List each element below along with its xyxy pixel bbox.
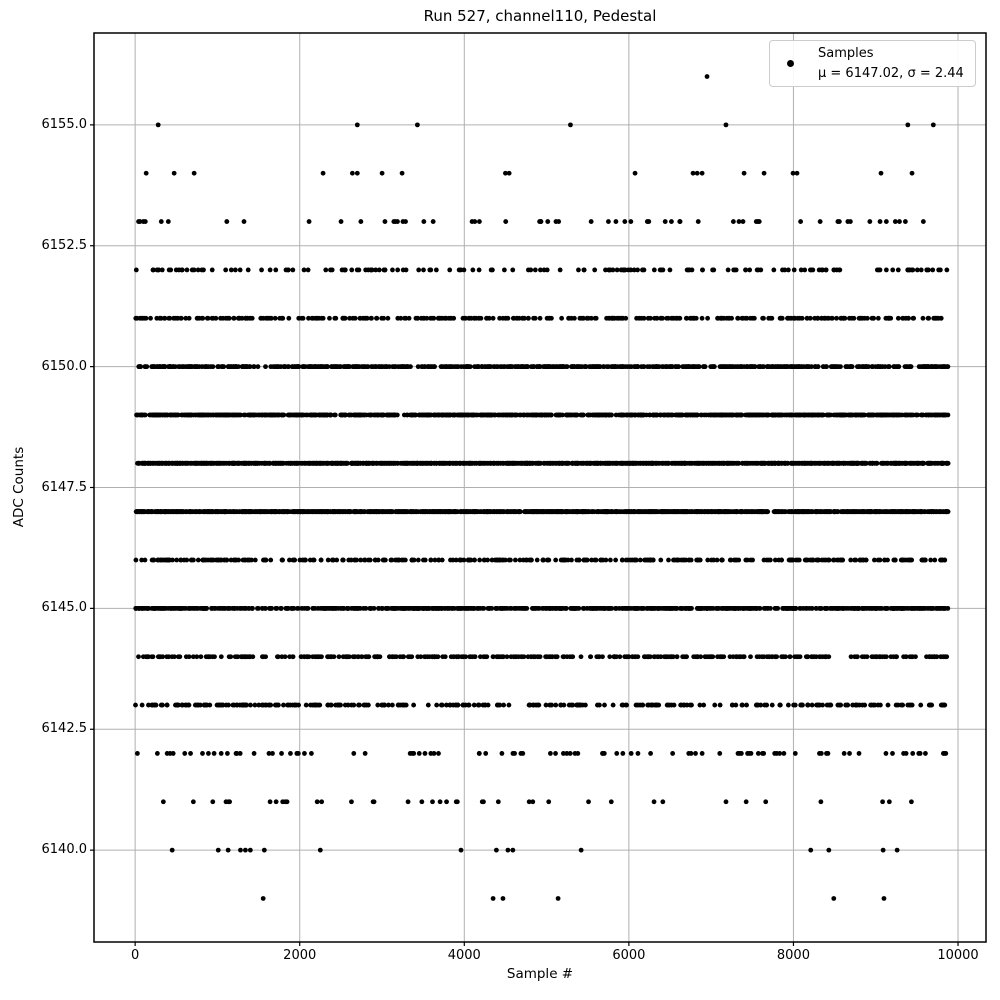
x-tick-label: 0	[131, 948, 140, 963]
y-axis-label: ADC Counts	[11, 446, 27, 528]
x-tick-label: 6000	[612, 948, 646, 963]
legend-stats: μ = 6147.02, σ = 2.44	[818, 65, 964, 81]
y-tick-label: 6152.5	[41, 237, 87, 253]
x-tick-label: 10000	[937, 948, 979, 963]
x-tick-label: 2000	[283, 948, 317, 963]
y-tick-label: 6142.5	[41, 721, 87, 737]
legend	[769, 40, 976, 87]
y-tick-label: 6145.0	[41, 600, 87, 616]
y-tick-label: 6147.5	[41, 479, 87, 495]
x-axis-label: Sample #	[506, 966, 574, 982]
legend-text	[818, 44, 964, 83]
x-tick-label: 4000	[447, 948, 481, 963]
y-tick-label: 6155.0	[41, 116, 87, 132]
y-tick-label: 6140.0	[41, 842, 87, 858]
legend-marker-dot-icon	[787, 60, 794, 67]
x-tick-label: 8000	[776, 948, 810, 963]
legend-label: Samples	[818, 46, 874, 61]
legend-marker-column	[782, 60, 798, 67]
y-tick-label: 6150.0	[41, 358, 87, 374]
plot-title: Run 527, channel110, Pedestal	[423, 7, 657, 25]
